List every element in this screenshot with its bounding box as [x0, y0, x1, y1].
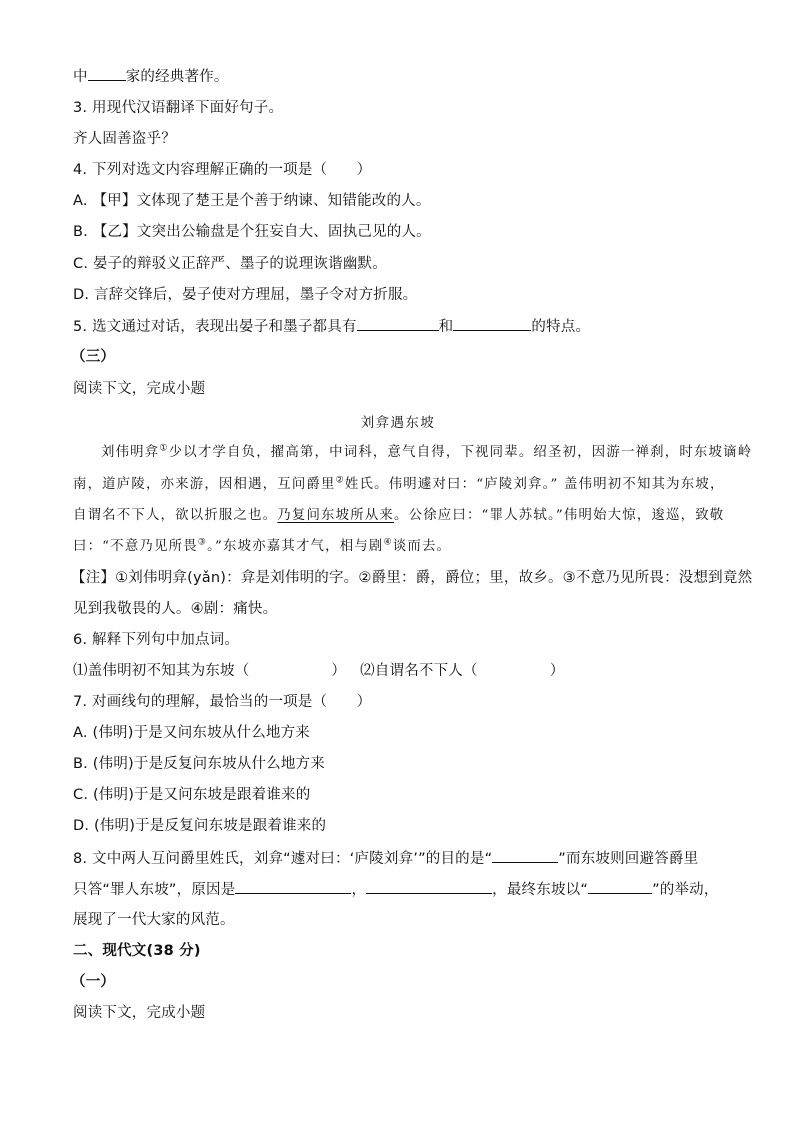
question-3-sentence: 齐人固善盗乎？: [73, 131, 176, 147]
answer-blank[interactable]: [357, 316, 439, 331]
text: 。公徐应曰：“罪人苏轼。”伟明始大惊，逡巡，致敬: [394, 508, 725, 523]
text: 的特点。: [531, 319, 591, 335]
answer-blank[interactable]: [453, 316, 531, 331]
passage-line-4: [73, 537, 451, 557]
text: ，: [351, 882, 367, 898]
text: 8. 文中两人互问爵里姓氏，刘弇“遽对曰：‘庐陵刘弇’”的目的是“: [73, 851, 493, 867]
question-8-line-2: [73, 879, 719, 900]
footnote-mark: ①: [159, 443, 169, 454]
text: ⑴盖伟明初不知其为东坡（: [73, 663, 250, 679]
passage-line-2: [73, 475, 725, 495]
text: 谈而去。: [392, 539, 452, 554]
text: 和: [438, 319, 454, 335]
question-7-option-c[interactable]: C. (伟明)于是又问东坡是跟着谁来的: [73, 787, 311, 803]
answer-blank[interactable]: [235, 879, 351, 894]
section-3-heading: （三）: [71, 349, 116, 365]
text: 自谓名不下人，欲以折服之也。: [73, 508, 278, 523]
text: ）: [549, 663, 565, 679]
note-line-1: 【注】①刘伟明弇(yǎn)：弇是刘伟明的字。②爵里：爵，爵位；里，故乡。③不意乃见所畏：没想到竟然: [71, 570, 753, 586]
text: ”的举动，: [652, 882, 719, 898]
question-6-label: 6. 解释下列句中加点词。: [73, 632, 240, 648]
underlined-sentence: 乃复问东坡所从来: [277, 508, 395, 523]
answer-blank[interactable]: [588, 879, 652, 894]
section-3-instruction: 阅读下文，完成小题: [73, 381, 206, 397]
text: ）: [331, 663, 347, 679]
question-7-label: 7. 对画线句的理解，最恰当的一项是（ ）: [73, 694, 372, 710]
footnote-mark: ③: [197, 537, 208, 548]
passage-title: 刘弇遇东坡: [360, 416, 436, 431]
footnote-mark: ②: [335, 475, 345, 486]
question-4-option-d[interactable]: D. 言辞交锋后，晏子使对方理屈，墨子令对方折服。: [73, 287, 418, 303]
question-7-option-d[interactable]: D. (伟明)于是反复问东坡是跟着谁来的: [73, 818, 327, 834]
question-4-option-a[interactable]: A. 【甲】文体现了楚王是个善于纳谏、知错能改的人。: [73, 193, 431, 209]
part-2-heading: 二、现代文(38 分): [73, 943, 201, 959]
question-7-option-b[interactable]: B. (伟明)于是反复问东坡从什么地方来: [73, 756, 325, 772]
text: 家的经典著作。: [125, 69, 229, 85]
answer-blank[interactable]: [492, 848, 558, 863]
text: ”而东坡则回避答爵里: [558, 851, 699, 867]
text: ⑵自谓名不下人（: [360, 663, 478, 679]
text: 南，道庐陵，亦来游，因相遇，互问爵里: [73, 477, 336, 492]
text: 只答“罪人东坡”，原因是: [73, 882, 236, 898]
question-8-line-3: 展现了一代大家的风范。: [73, 912, 235, 928]
text: 。”东坡亦嘉其才气，相与剧: [207, 539, 384, 554]
question-3-label: 3. 用现代汉语翻译下面好句子。: [73, 100, 284, 116]
part-2-subheading: （一）: [71, 974, 116, 990]
passage-line-1: [101, 443, 752, 463]
text: 5. 选文通过对话，表现出晏子和墨子都具有: [73, 319, 357, 335]
fill-line-1: [73, 66, 229, 87]
answer-blank[interactable]: [88, 66, 126, 81]
part-2-instruction: 阅读下文，完成小题: [73, 1005, 206, 1021]
passage-line-3: [73, 506, 724, 526]
note-line-2: 见到我敬畏的人。④剧：痛快。: [73, 601, 278, 617]
question-8-line-1: [73, 848, 698, 869]
text: ，最终东坡以“: [492, 882, 589, 898]
text: 刘伟明弇: [101, 445, 160, 460]
question-4-label: 4. 下列对选文内容理解正确的一项是（ ）: [73, 162, 372, 178]
question-7-option-a[interactable]: A. (伟明)于是又问东坡从什么地方来: [73, 725, 310, 741]
question-6-parts: [73, 661, 564, 681]
text: 少以才学自负，擢高第，中词科，意气自得，下视同辈。绍圣初，因游一禅刹，时东坡谪岭: [168, 445, 753, 460]
answer-blank[interactable]: [366, 879, 492, 894]
question-5: [73, 316, 590, 337]
text: 中: [73, 69, 88, 85]
footnote-mark: ④: [383, 537, 393, 548]
question-4-option-c[interactable]: C. 晏子的辩驳义正辞严、墨子的说理诙谐幽默。: [73, 256, 387, 272]
question-4-option-b[interactable]: B. 【乙】文突出公输盘是个狂妄自大、固执己见的人。: [73, 224, 431, 240]
text: 姓氏。伟明遽对曰：“庐陵刘弇。” 盖伟明初不知其为东坡，: [344, 477, 725, 492]
text: 曰：“不意乃见所畏: [73, 539, 198, 554]
